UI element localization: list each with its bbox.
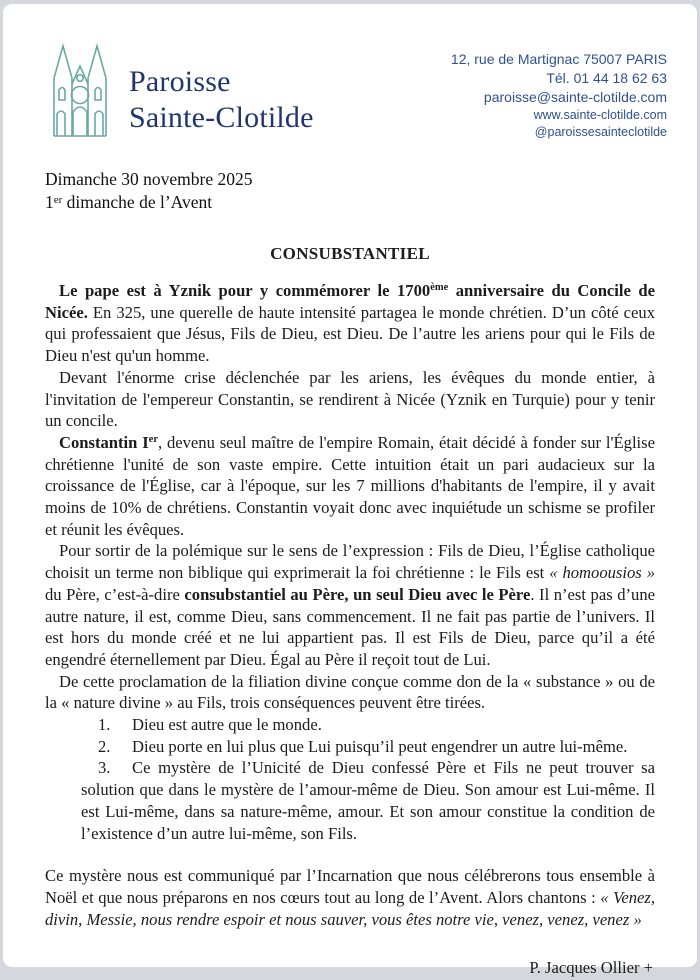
signature: P. Jacques Ollier + [529, 958, 653, 978]
contact-address: 12, rue de Martignac 75007 PARIS [450, 51, 667, 67]
church-facade-icon [45, 38, 115, 142]
paragraph-4: Pour sortir de la polémique sur le sens de l’expression : Fils de Dieu, l’Église catholique choisit un terme non biblique qui exprimerait la foi chrétienne : le Fils est « homoousios » du Père, c’est-à-dire consubstantiel au Père, un seul Dieu avec le Père. Il n’est pas d’une autre nature, il est, comme Dieu, sans commencement. Il ne fait pas partie de l’univers. Il est hors du monde créé et ne lui appartient pas. Il est Fils de Dieu, parce qu’il a été engendré éternellement par Dieu. Égal au Père il reçoit tout de Lui. [45, 541, 655, 669]
contact-email: paroisse@sainte-clotilde.com [483, 89, 667, 105]
list-number: 1. [98, 715, 111, 735]
date-line1: Dimanche 30 novembre 2025 [45, 169, 253, 189]
list-number: 2. [98, 736, 111, 756]
parish-name [129, 64, 314, 136]
consequences-list [45, 714, 655, 844]
list-item: 3. Ce mystère de l’Unicité de Dieu confessé Père et Fils ne peut trouver sa solution que dans le mystère de l’amour-même de Dieu. Son amour est Lui-même. Il est Lui-même, dans sa nature-même, amour. Et son amour constitue la condition de l’existence d’un autre lui-même, son Fils. [81, 758, 655, 843]
contact-website: www.sainte-clotilde.com [533, 108, 667, 122]
contact-social: @paroissesainteclotilde [534, 125, 667, 139]
list-item: 1. Dieu est autre que le monde. [98, 715, 322, 735]
paragraph-3: Constantin Ier, devenu seul maître de l'empire Romain, était décidé à fonder sur l'Église chrétienne l'unité de son vaste empire. Cette intuition était un pari audacieux sur la croissance de l'Église, car à l'époque, sur les 7 millions d'habitants de l'empire, il y avait moins de 10% de chrétiens. Constantin voyait donc avec inquiétude un schisme se profiler et réunit les évêques. [45, 432, 655, 539]
parish-name-line1: Paroisse [129, 65, 231, 98]
document-title: CONSUBSTANTIEL [270, 244, 430, 263]
contact-block [451, 50, 667, 141]
document-body [45, 280, 655, 979]
parish-name-line2: Sainte-Clotilde [129, 101, 314, 134]
paragraph-2: Devant l'énorme crise déclenchée par les ariens, les évêques du monde entier, à l'invitation de l'empereur Constantin, se rendirent à Nicée (Yznik en Turquie) pour y tenir un concile. [45, 367, 655, 431]
paragraph-6: Ce mystère nous est communiqué par l’Incarnation que nous célébrerons tous ensemble à Noël et que nous préparons en nos cœurs tout au long de l’Avent. Alors chantons : « Venez, divin, Messie, nous rendre espoir et nous sauver, vous êtes notre vie, venez, venez, venez » [45, 866, 656, 929]
letterhead [45, 36, 667, 154]
list-number: 3. [98, 758, 111, 778]
contact-phone: Tél. 01 44 18 62 63 [546, 70, 667, 86]
paragraph-1: Le pape est à Yznik pour y commémorer le 1700ème anniversaire du Concile de Nicée. En 325, une querelle de haute intensité partagea le monde chrétien. D’un côté ceux qui professaient que Jésus, Fils de Dieu, est Dieu. De l’autre les ariens pour qui le Fils de Dieu n'est qu'un homme. [45, 281, 655, 366]
list-item: 2. Dieu porte en lui plus que Lui puisqu’il peut engendrer un autre lui-même. [98, 736, 628, 756]
document-page [3, 4, 697, 978]
date-line2: 1er dimanche de l’Avent [45, 192, 213, 212]
paragraph-5: De cette proclamation de la filiation divine conçue comme don de la « substance » ou de la « nature divine » au Fils, trois conséquences peuvent être tirées. [45, 671, 655, 713]
date-block [45, 168, 655, 214]
ordinal-suffix: er [53, 194, 63, 206]
